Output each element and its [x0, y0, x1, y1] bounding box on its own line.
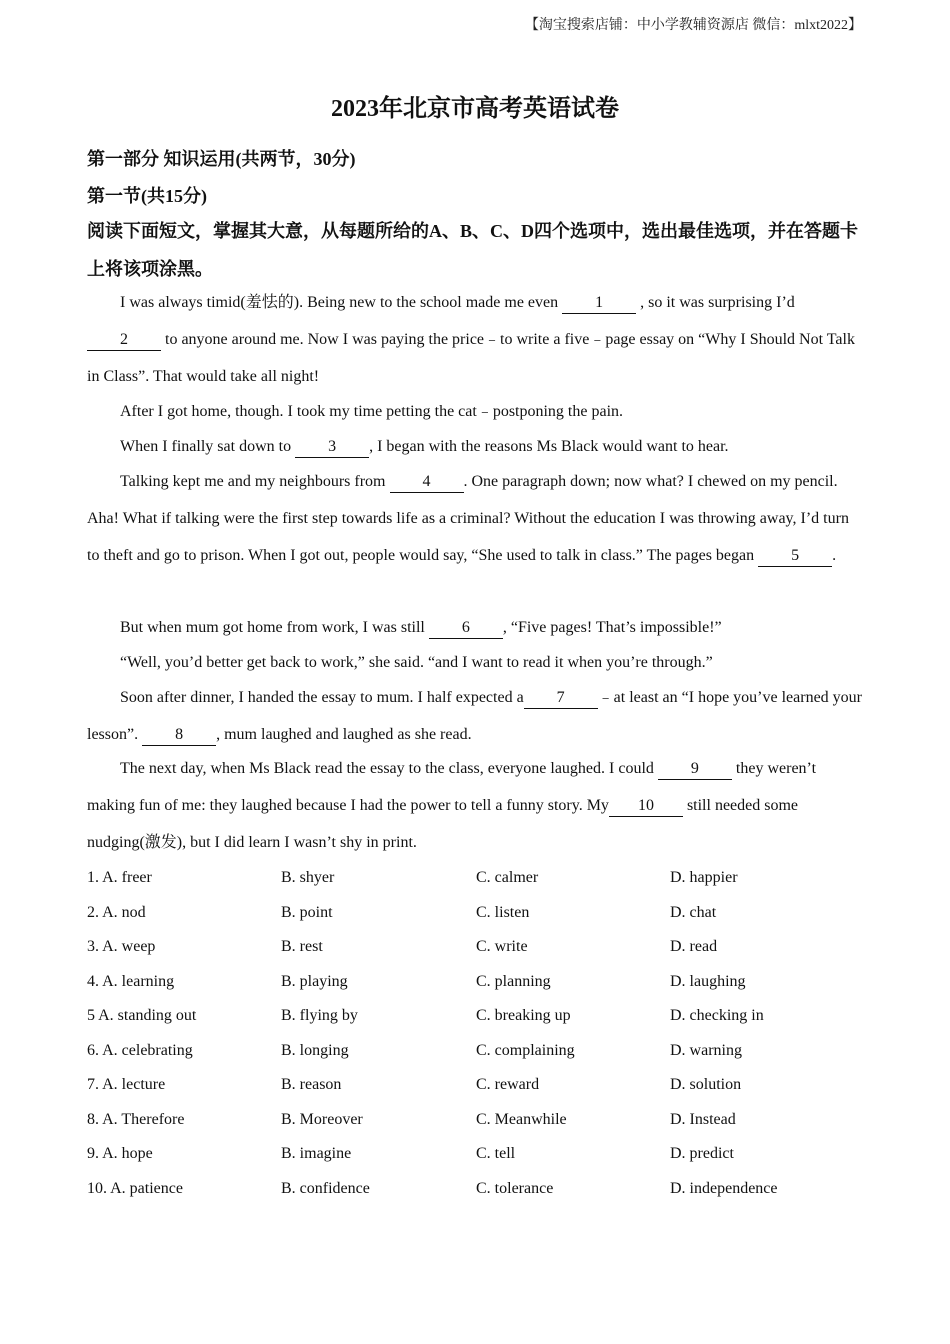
- text-segment: Talking kept me and my neighbours from: [120, 473, 390, 490]
- option-b: B. playing: [281, 973, 348, 990]
- text-segment: . One paragraph down; now what? I chewed on my pencil. Aha! What if talking were the first step towards life as a criminal? Without the education I was throwing away, I’d turn to theft and go to prison. When I got out, people would say, “She used to talk in class.” The pages began: [87, 473, 849, 564]
- option-c: C. planning: [476, 973, 551, 990]
- option-a: 3. A. weep: [87, 938, 156, 955]
- option-b: B. shyer: [281, 869, 335, 886]
- option-row-1: [87, 869, 867, 891]
- option-a: 5 A. standing out: [87, 1007, 197, 1024]
- option-d: D. laughing: [670, 973, 746, 990]
- option-b: B. confidence: [281, 1180, 370, 1197]
- section-heading: 第一节(共15分): [87, 186, 207, 206]
- text-segment: I was always timid(羞怯的). Being new to the school made me even: [120, 294, 563, 311]
- text-segment: , I began with the reasons Ms Black would want to hear.: [369, 438, 729, 455]
- option-c: C. complaining: [476, 1042, 575, 1059]
- option-c: C. tolerance: [476, 1180, 554, 1197]
- option-c: C. write: [476, 938, 528, 955]
- passage-paragraph-8: [87, 750, 862, 861]
- option-c: C. calmer: [476, 869, 539, 886]
- text-segment: , mum laughed and laughed as she read.: [216, 726, 472, 743]
- blank-4: 4: [390, 472, 464, 493]
- header-note: 【淘宝搜索店铺：中小学教辅资源店 微信：mlxt2022】: [524, 18, 862, 33]
- passage-paragraph-5: [87, 609, 862, 646]
- option-d: D. checking in: [670, 1007, 764, 1024]
- option-row-4: [87, 973, 867, 995]
- option-a: 2. A. nod: [87, 904, 146, 921]
- option-row-10: [87, 1180, 867, 1202]
- option-b: B. Moreover: [281, 1111, 363, 1128]
- blank-3: 3: [295, 437, 369, 458]
- option-b: B. reason: [281, 1076, 342, 1093]
- passage-paragraph-7: [87, 679, 862, 753]
- option-d: D. warning: [670, 1042, 742, 1059]
- passage-paragraph-2: After I got home, though. I took my time petting the cat﹣postponing the pain.: [120, 403, 624, 420]
- text-segment: , so it was surprising I’d: [636, 294, 795, 311]
- option-c: C. tell: [476, 1145, 516, 1162]
- option-c: C. listen: [476, 904, 530, 921]
- text-segment: , “Five pages! That’s impossible!”: [502, 619, 722, 636]
- option-b: B. flying by: [281, 1007, 358, 1024]
- passage-paragraph-3: [87, 428, 862, 465]
- text-segment: When I finally sat down to: [120, 438, 296, 455]
- passage-paragraph-6: “Well, you’d better get back to work,” she said. “and I want to read it when you’re through.”: [120, 654, 713, 671]
- option-a: 6. A. celebrating: [87, 1042, 193, 1059]
- passage-paragraph-4: [87, 463, 862, 574]
- option-d: D. Instead: [670, 1111, 736, 1128]
- passage-paragraph-1: [87, 284, 862, 395]
- option-b: B. point: [281, 904, 333, 921]
- instruction: 阅读下面短文，掌握其大意，从每题所给的A、B、C、D四个选项中，选出最佳选项，并在答题卡上将该项涂黑。: [87, 221, 858, 279]
- option-a: 10. A. patience: [87, 1180, 183, 1197]
- option-b: B. rest: [281, 938, 323, 955]
- option-c: C. breaking up: [476, 1007, 571, 1024]
- option-a: 8. A. Therefore: [87, 1111, 185, 1128]
- page-title: 2023年北京市高考英语试卷: [331, 96, 619, 122]
- option-d: D. independence: [670, 1180, 778, 1197]
- text-segment: ﹣at least an “I hope you’ve learned your lesson”.: [87, 689, 863, 743]
- text-segment: to anyone around me. Now I was paying the price﹣to write a five﹣page essay on “Why I Should Not Talk in Class”. That would take all night!: [87, 331, 855, 385]
- option-row-7: [87, 1076, 867, 1098]
- option-d: D. happier: [670, 869, 738, 886]
- blank-9: 9: [658, 759, 732, 780]
- option-d: D. chat: [670, 904, 717, 921]
- blank-2: 2: [87, 330, 161, 351]
- option-a: 4. A. learning: [87, 973, 175, 990]
- text-segment: .: [832, 547, 837, 564]
- option-a: 9. A. hope: [87, 1145, 153, 1162]
- option-row-9: [87, 1145, 867, 1167]
- blank-7: 7: [524, 688, 598, 709]
- option-row-5: [87, 1007, 867, 1029]
- option-row-2: [87, 904, 867, 926]
- option-a: 7. A. lecture: [87, 1076, 166, 1093]
- part-heading: 第一部分 知识运用(共两节，30分): [87, 149, 356, 169]
- blank-8: 8: [142, 725, 216, 746]
- text-segment: still needed some nudging(激发), but I did learn I wasn’t shy in print.: [87, 797, 799, 851]
- blank-5: 5: [758, 546, 832, 567]
- option-c: C. Meanwhile: [476, 1111, 567, 1128]
- text-segment: The next day, when Ms Black read the essay to the class, everyone laughed. I could: [120, 760, 658, 777]
- option-a: 1. A. freer: [87, 869, 152, 886]
- option-row-6: [87, 1042, 867, 1064]
- option-d: D. predict: [670, 1145, 734, 1162]
- text-segment: Soon after dinner, I handed the essay to mum. I half expected a: [120, 689, 524, 706]
- option-row-8: [87, 1111, 867, 1133]
- option-b: B. longing: [281, 1042, 349, 1059]
- blank-1: 1: [562, 293, 636, 314]
- option-d: D. solution: [670, 1076, 742, 1093]
- option-b: B. imagine: [281, 1145, 352, 1162]
- option-c: C. reward: [476, 1076, 540, 1093]
- blank-10: 10: [609, 796, 683, 817]
- text-segment: they weren’t making fun of me: they laughed because I had the power to tell a funny story. My: [87, 760, 817, 814]
- text-segment: But when mum got home from work, I was still: [120, 619, 429, 636]
- option-d: D. read: [670, 938, 718, 955]
- option-row-3: [87, 938, 867, 960]
- blank-6: 6: [429, 618, 503, 639]
